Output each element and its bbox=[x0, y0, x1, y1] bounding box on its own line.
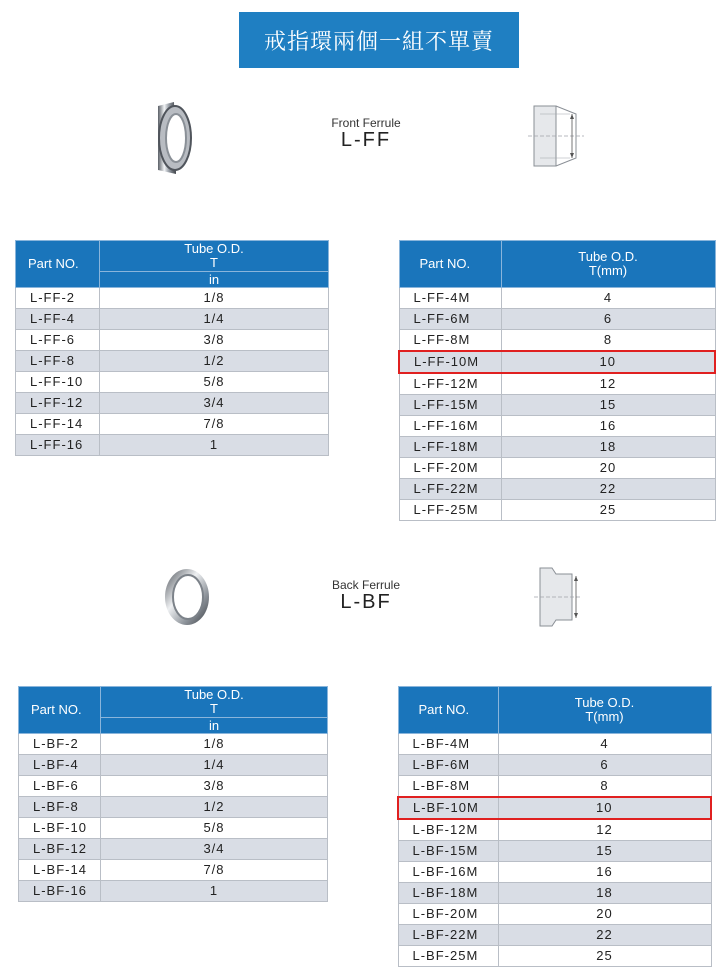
table-row bbox=[398, 819, 711, 841]
tube-od-cell: 4 bbox=[498, 734, 711, 755]
back-ferrule-photo-icon bbox=[160, 566, 214, 628]
part-number-cell: L-FF-8M bbox=[399, 330, 501, 352]
tube-od-cell: 10 bbox=[501, 351, 715, 373]
table-row bbox=[399, 500, 715, 521]
table-row bbox=[16, 435, 329, 456]
table-row bbox=[19, 755, 328, 776]
part-number-cell: L-FF-10M bbox=[399, 351, 501, 373]
tube-od-cell: 1/2 bbox=[101, 797, 328, 818]
part-number-cell: L-FF-2 bbox=[16, 288, 100, 309]
table-row bbox=[398, 841, 711, 862]
part-number-cell: L-FF-8 bbox=[16, 351, 100, 372]
back-ferrule-title bbox=[316, 578, 416, 612]
tube-od-cell: 1/4 bbox=[101, 755, 328, 776]
tube-od-cell: 7/8 bbox=[100, 414, 329, 435]
back-ferrule-subtitle: Back Ferrule bbox=[331, 578, 401, 592]
part-number-cell: L-FF-16 bbox=[16, 435, 100, 456]
col-tube-od: Tube O.D. T(mm) bbox=[498, 687, 711, 734]
table-row bbox=[16, 372, 329, 393]
front-ferrule-subtitle: Front Ferrule bbox=[331, 116, 401, 130]
part-number-cell: L-BF-12M bbox=[398, 819, 498, 841]
tube-od-cell: 3/8 bbox=[100, 330, 329, 351]
tube-od-cell: 1 bbox=[101, 881, 328, 902]
table-row bbox=[399, 309, 715, 330]
tube-od-cell: 8 bbox=[501, 330, 715, 352]
part-number-cell: L-BF-20M bbox=[398, 904, 498, 925]
table-row bbox=[19, 881, 328, 902]
part-number-cell: L-BF-6 bbox=[19, 776, 101, 797]
part-number-cell: L-BF-15M bbox=[398, 841, 498, 862]
part-number-cell: L-FF-15M bbox=[399, 395, 501, 416]
table-row-highlighted bbox=[399, 351, 715, 373]
tube-od-cell: 22 bbox=[501, 479, 715, 500]
tube-od-cell: 18 bbox=[501, 437, 715, 458]
table-row bbox=[398, 883, 711, 904]
table-row bbox=[399, 458, 715, 479]
table-row bbox=[16, 414, 329, 435]
part-number-cell: L-BF-8M bbox=[398, 776, 498, 798]
col-tube-od: Tube O.D. T bbox=[101, 687, 328, 718]
table-row bbox=[398, 904, 711, 925]
part-number-cell: L-BF-18M bbox=[398, 883, 498, 904]
table-row bbox=[19, 797, 328, 818]
part-number-cell: L-BF-25M bbox=[398, 946, 498, 967]
part-number-cell: L-BF-22M bbox=[398, 925, 498, 946]
back-ferrule-mm-table bbox=[397, 686, 712, 967]
col-part-no: Part NO. bbox=[16, 241, 100, 288]
part-number-cell: L-BF-16M bbox=[398, 862, 498, 883]
tube-od-cell: 1/8 bbox=[101, 734, 328, 755]
tube-od-cell: 16 bbox=[501, 416, 715, 437]
part-number-cell: L-FF-18M bbox=[399, 437, 501, 458]
part-number-cell: L-BF-10M bbox=[398, 797, 498, 819]
table-row bbox=[398, 776, 711, 798]
part-number-cell: L-FF-10 bbox=[16, 372, 100, 393]
front-ferrule-mm-table bbox=[398, 240, 716, 521]
tube-od-cell: 4 bbox=[501, 288, 715, 309]
part-number-cell: L-BF-6M bbox=[398, 755, 498, 776]
table-row bbox=[19, 818, 328, 839]
front-ferrule-code: L-FF bbox=[340, 129, 392, 151]
table-row bbox=[19, 839, 328, 860]
tube-od-cell: 5/8 bbox=[100, 372, 329, 393]
table-row bbox=[16, 330, 329, 351]
table-row bbox=[398, 734, 711, 755]
col-part-no: Part NO. bbox=[399, 241, 501, 288]
tube-od-cell: 3/4 bbox=[101, 839, 328, 860]
notice-banner: 戒指環兩個一組不單賣 bbox=[239, 12, 519, 68]
part-number-cell: L-BF-8 bbox=[19, 797, 101, 818]
table-row bbox=[19, 776, 328, 797]
part-number-cell: L-BF-16 bbox=[19, 881, 101, 902]
tube-od-cell: 20 bbox=[501, 458, 715, 479]
table-row bbox=[16, 351, 329, 372]
table-row bbox=[19, 860, 328, 881]
front-ferrule-title bbox=[316, 116, 416, 150]
table-row bbox=[399, 416, 715, 437]
part-number-cell: L-FF-12M bbox=[399, 373, 501, 395]
part-number-cell: L-BF-4M bbox=[398, 734, 498, 755]
tube-od-cell: 15 bbox=[498, 841, 711, 862]
table-row bbox=[399, 395, 715, 416]
tube-od-cell: 1/8 bbox=[100, 288, 329, 309]
table-row bbox=[399, 373, 715, 395]
tube-od-cell: 1 bbox=[100, 435, 329, 456]
tube-od-cell: 6 bbox=[498, 755, 711, 776]
tube-od-cell: 12 bbox=[498, 819, 711, 841]
tube-od-cell: 5/8 bbox=[101, 818, 328, 839]
part-number-cell: L-BF-12 bbox=[19, 839, 101, 860]
part-number-cell: L-FF-16M bbox=[399, 416, 501, 437]
table-row bbox=[399, 479, 715, 500]
front-ferrule-drawing-icon bbox=[526, 100, 586, 172]
tube-od-cell: 1/2 bbox=[100, 351, 329, 372]
table-row bbox=[16, 288, 329, 309]
tube-od-cell: 18 bbox=[498, 883, 711, 904]
part-number-cell: L-FF-12 bbox=[16, 393, 100, 414]
back-ferrule-inch-table bbox=[18, 686, 328, 902]
tube-od-cell: 10 bbox=[498, 797, 711, 819]
table-row bbox=[399, 330, 715, 352]
part-number-cell: L-BF-4 bbox=[19, 755, 101, 776]
col-unit: in bbox=[100, 272, 329, 288]
part-number-cell: L-BF-10 bbox=[19, 818, 101, 839]
back-ferrule-drawing-icon bbox=[532, 562, 584, 632]
front-ferrule-inch-table bbox=[15, 240, 329, 456]
tube-od-cell: 8 bbox=[498, 776, 711, 798]
table-row bbox=[398, 755, 711, 776]
table-row bbox=[399, 288, 715, 309]
part-number-cell: L-FF-14 bbox=[16, 414, 100, 435]
tube-od-cell: 1/4 bbox=[100, 309, 329, 330]
tube-od-cell: 3/8 bbox=[101, 776, 328, 797]
tube-od-cell: 16 bbox=[498, 862, 711, 883]
part-number-cell: L-BF-2 bbox=[19, 734, 101, 755]
table-row bbox=[398, 925, 711, 946]
part-number-cell: L-FF-25M bbox=[399, 500, 501, 521]
table-row bbox=[19, 734, 328, 755]
col-tube-od: Tube O.D. T(mm) bbox=[501, 241, 715, 288]
table-row bbox=[16, 309, 329, 330]
tube-od-cell: 25 bbox=[501, 500, 715, 521]
tube-od-cell: 22 bbox=[498, 925, 711, 946]
part-number-cell: L-BF-14 bbox=[19, 860, 101, 881]
table-row-highlighted bbox=[398, 797, 711, 819]
front-ferrule-photo-icon bbox=[148, 100, 198, 176]
back-ferrule-code: L-BF bbox=[340, 591, 392, 613]
tube-od-cell: 25 bbox=[498, 946, 711, 967]
tube-od-cell: 15 bbox=[501, 395, 715, 416]
table-row bbox=[399, 437, 715, 458]
col-part-no: Part NO. bbox=[19, 687, 101, 734]
tube-od-cell: 6 bbox=[501, 309, 715, 330]
part-number-cell: L-FF-4M bbox=[399, 288, 501, 309]
col-unit: in bbox=[101, 718, 328, 734]
tube-od-cell: 7/8 bbox=[101, 860, 328, 881]
part-number-cell: L-FF-22M bbox=[399, 479, 501, 500]
tube-od-cell: 12 bbox=[501, 373, 715, 395]
tube-od-cell: 3/4 bbox=[100, 393, 329, 414]
part-number-cell: L-FF-4 bbox=[16, 309, 100, 330]
part-number-cell: L-FF-6 bbox=[16, 330, 100, 351]
table-row bbox=[16, 393, 329, 414]
col-tube-od: Tube O.D. T bbox=[100, 241, 329, 272]
col-part-no: Part NO. bbox=[398, 687, 498, 734]
part-number-cell: L-FF-6M bbox=[399, 309, 501, 330]
table-row bbox=[398, 946, 711, 967]
table-row bbox=[398, 862, 711, 883]
tube-od-cell: 20 bbox=[498, 904, 711, 925]
part-number-cell: L-FF-20M bbox=[399, 458, 501, 479]
